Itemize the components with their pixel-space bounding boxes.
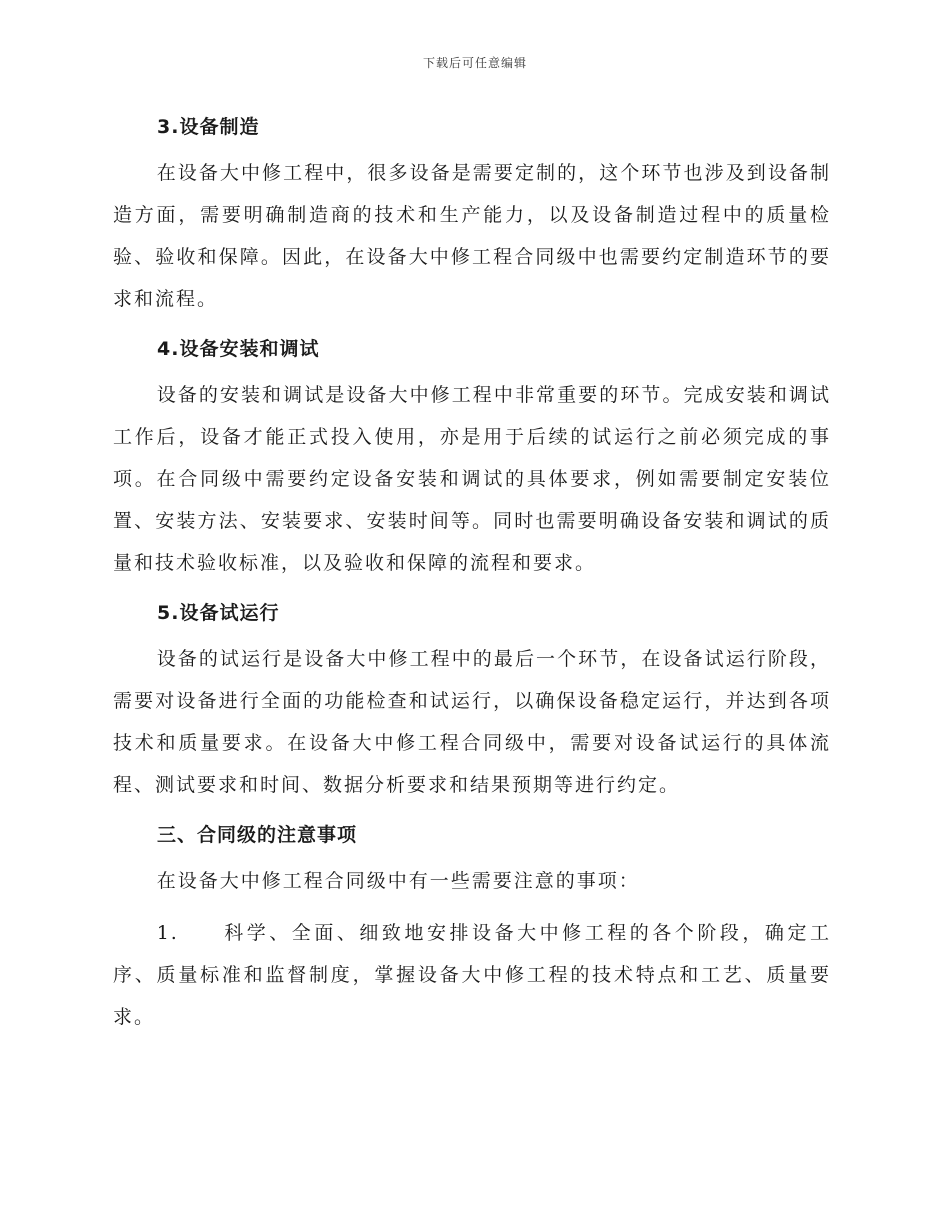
section-paragraph: 设备的试运行是设备大中修工程中的最后一个环节，在设备试运行阶段，需要对设备进行全面的功能检查和试运行，以确保设备稳定运行，并达到各项技术和质量要求。在设备大中修工程合同级中，需要对设备试运行的具体流程、测试要求和时间、数据分析要求和结果预期等进行约定。 bbox=[113, 648, 831, 796]
section-paragraph: 设备的安装和调试是设备大中修工程中非常重要的环节。完成安装和调试工作后，设备才能正式投入使用，亦是用于后续的试运行之前必须完成的事项。在合同级中需要约定设备安装和调试的具体要求，例如需要制定安装位置、安装方法、安装要求、安装时间等。同时也需要明确设备安装和调试的质量和技术验收标准，以及验收和保障的流程和要求。 bbox=[113, 384, 831, 574]
document-body bbox=[113, 108, 831, 1038]
section-heading: 三、合同级的注意事项 bbox=[157, 824, 358, 846]
list-item bbox=[113, 912, 831, 1038]
section-paragraph: 在设备大中修工程中，很多设备是需要定制的，这个环节也涉及到设备制造方面，需要明确制造商的技术和生产能力，以及设备制造过程中的质量检验、验收和保障。因此，在设备大中修工程合同级中也需要约定制造环节的要求和流程。 bbox=[113, 162, 831, 310]
section-heading: 3.设备制造 bbox=[157, 116, 260, 138]
section-heading: 4.设备安装和调试 bbox=[157, 338, 320, 360]
section-trial-run bbox=[113, 594, 831, 806]
list-item-number: 1. bbox=[156, 922, 179, 944]
section-paragraph: 在设备大中修工程合同级中有一些需要注意的事项： bbox=[156, 870, 640, 892]
section-contract-notes bbox=[113, 816, 831, 902]
list-item-text: 科学、全面、细致地安排设备大中修工程的各个阶段，确定工序、质量标准和监督制度，掌握设备大中修工程的技术特点和工艺、质量要求。 bbox=[113, 922, 831, 1028]
section-installation-commissioning bbox=[113, 330, 831, 584]
page-header-note: 下载后可任意编辑 bbox=[422, 56, 527, 70]
section-heading: 5.设备试运行 bbox=[157, 602, 280, 624]
section-equipment-manufacturing bbox=[113, 108, 831, 320]
